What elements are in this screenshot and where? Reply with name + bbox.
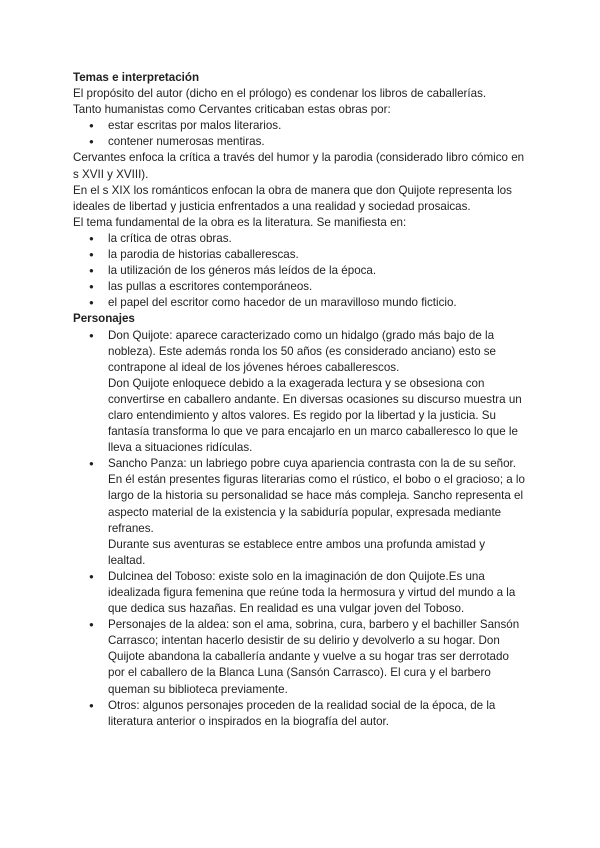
list-item-dulcinea [73,569,525,617]
list-item: ● el papel del escritor como hacedor de un maravilloso mundo ficticio. [73,295,525,311]
list-item: ● las pullas a escritores contemporáneos. [73,279,525,295]
sancho-amistad: Durante sus aventuras se establece entre ambos una profunda amistad y lealtad. [108,537,486,567]
list-item: ● contener numerosas mentiras. [73,134,525,150]
paragraph-humor: Cervantes enfoca la crítica a través del humor y la parodia (considerado libro cómico en s XVII y XVIII). [73,151,525,181]
paragraph-tema-fundamental: El tema fundamental de la obra es la literatura. Se manifiesta en: [73,215,407,229]
list-item-sancho [73,456,525,569]
section-heading-personajes: Personajes [73,312,135,326]
list-item-otros [73,698,525,730]
sancho-description: ● Sancho Panza: un labriego pobre cuya apariencia contrasta con la de su señor. En él están presentes figuras literarias como el rústico, el bobo o el gracioso; a lo largo de la historia su personalidad se hace más compleja. Sancho representa el aspecto material de la existencia y la sabiduría popular, expresada mediante refranes. [108,457,525,535]
paragraph-humanistas: Tanto humanistas como Cervantes criticaban estas obras por: [73,103,391,117]
quijote-description: ● Don Quijote: aparece caracterizado como un hidalgo (grado más bajo de la nobleza). Este además ronda los 50 años (es considerado anciano) esto se contrapone al ideal de los jóvenes héroes caballerescos. [108,328,496,374]
list-item: ● la crítica de otras obras. [73,231,525,247]
paragraph-romanticos: En el s XIX los románticos enfocan la obra de manera que don Quijote representa los ideales de libertad y justicia enfrentados a una realidad y sociedad prosaicas. [73,183,512,213]
list-item-aldea [73,617,525,697]
section-heading-temas: Temas e interpretación [73,71,200,84]
document-page [73,70,525,730]
list-item: ● la parodia de historias caballerescas. [73,247,525,263]
quijote-locura: Don Quijote enloquece debido a la exagerada lectura y se obsesiona con convertirse en caballero andante. En diversas ocasiones su discurso muestra un claro entendimiento y altos valores. Es regido por la libertad y la justicia. Su fantasía transforma lo que ve para encajarlo en un marco caballeresco lo que le lleva a situaciones ridículas. [108,376,522,455]
list-item: ● estar escritas por malos literarios. [73,118,525,134]
bullet-list-criticas [73,118,525,150]
list-item: ● la utilización de los géneros más leídos de la época. [73,263,525,279]
aldea-description: ● Personajes de la aldea: son el ama, sobrina, cura, barbero y el bachiller Sansón Carrasco; intentan hacerlo desistir de su delirio y devolverlo a su hogar. Don Quijote abandona la caballería andante y vuelve a su hogar tras ser derrotado por el caballero de la Blanca Luna (Sansón Carrasco). El cura y el barbero queman su biblioteca previamente. [108,618,520,696]
otros-description: ● Otros: algunos personajes proceden de la realidad social de la época, de la literatura anterior o inspirados en la biografía del autor. [108,698,496,728]
paragraph-proposito: El propósito del autor (dicho en el prólogo) es condenar los libros de caballerías. [73,87,487,101]
bullet-list-personajes [73,328,525,730]
dulcinea-description: ● Dulcinea del Toboso: existe solo en la imaginación de don Quijote.Es una idealizada figura femenina que reúne toda la hermosura y virtud del mundo a la que dedica sus hazañas. En realidad es una vulgar joven del Toboso. [108,569,516,616]
bullet-list-manifestaciones [73,231,525,311]
list-item-quijote [73,328,525,457]
